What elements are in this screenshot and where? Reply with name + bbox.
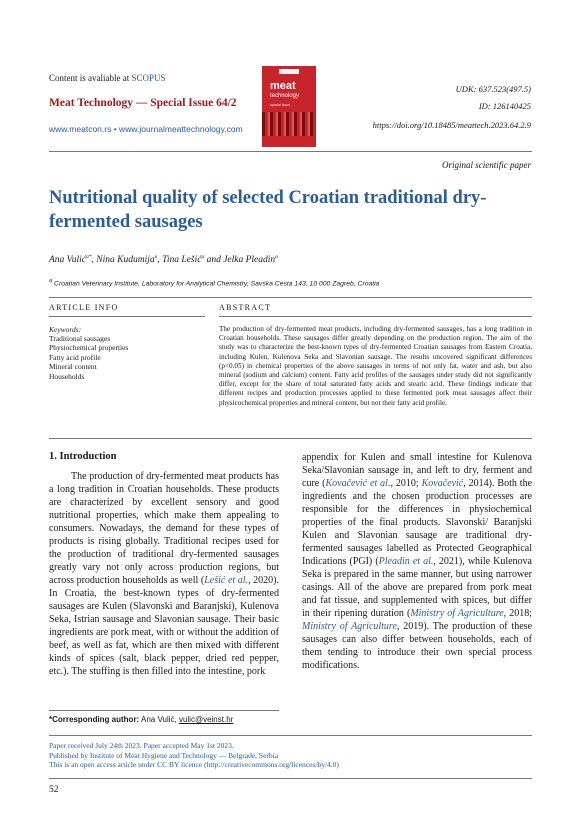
body-text: , 2020). In Croatia, the best-known types of dry-fermented sausages are Kulen (Slavonski and Baranjski), Kulenova Seka, Istrian sausage and Slavonian sausage. Their basic ingredients are pork meat, with or without the addition of beef, as well as fat, which are then mixed with different kinds of spices (salt, black pepper, dried red pepper, etc.). The stuffing is then filled into the intestine, pork [49,575,279,677]
cover-subtitle: technology [270,93,300,99]
article-info-heading: ARTICLE INFO [49,303,119,312]
author-name: Tina Lešić [162,255,202,266]
introduction-column-left [49,470,279,678]
citation: Ministry of Agriculture [410,608,504,619]
footnote-rule [49,710,279,711]
journal-websites[interactable]: www.meatcon.rs • www.journalmeattechnology.com [49,124,243,134]
publication-info [49,741,339,770]
corresponding-email-link[interactable]: vulic@veinst.hr [178,715,234,724]
scopus-link[interactable]: SCOPUS [131,73,166,83]
body-text: , 2010; [390,478,422,489]
abstract-rule [219,316,532,317]
cover-photo [262,112,316,136]
paper-type: Original scientific paper [442,160,531,170]
body-text: appendix for Kulen and small intestine for Kulenova Seka/Slavonian sausage in, and left to dry, ferment and cure ( [302,452,532,489]
availability-text: Content is avaliable at [49,73,132,83]
author-affil-mark: a* [86,254,92,260]
author-name: Nina Kudumija [96,255,155,266]
author-separator: and [204,255,224,266]
citation: Pleadin et al. [378,556,434,567]
author-name: Jelka Pleadin [223,255,276,266]
abstract-heading: ABSTRACT [219,303,272,312]
corresponding-author [49,715,233,724]
page-number-rule [49,778,532,779]
keyword-item: Traditional sausages [49,334,111,343]
citation: Lešić et al. [204,575,249,586]
citation: Ministry of Agriculture [302,621,397,632]
author-affil-mark: a [275,254,278,260]
keywords-label: Keywords: [49,325,82,334]
author-separator: , [91,255,97,266]
keyword-item: Fatty acid profile [49,352,101,362]
journal-cover-image [262,66,316,147]
keyword-item: Households [49,371,85,381]
body-text: , 2021), while Kulenova Seka is prepared in the same manner, but using narrower casings. All of the above are prepared from pork meat and fat tissue, and supplemented with spices, but differ in their ripening duration ( [302,556,532,619]
author-affil-mark: a [201,254,205,260]
header-divider [49,151,532,152]
citation: Kovačević et al. [325,478,391,489]
page-number: 52 [49,785,59,795]
corresponding-label: *Corresponding author: [49,715,140,724]
keywords-list [49,334,128,381]
author-separator: , [157,255,163,266]
body-text: The production of dry-fermented meat products has a long tradition in Croatian households. These products are characterized by excellent sensory and good nutritional properties, which make them appealing to consumers. Nowadays, the demand for these types of products is rising globally. Traditional recipes used for the production of traditional dry-fermented sausages greatly vary not only across production regions, but across production households as well ( [49,471,279,586]
license-line[interactable]: This is an open access article under CC BY licence (http://creativecommons.org/licences/by/4.0) [49,760,339,769]
affiliation-text: Croatian Veterinary Institute, Laboratory for Analytical Chemistry, Savska Cesta 143, 10 000 Zagreb, Croatia [52,280,380,288]
body-text: , 2018; [503,608,533,619]
introduction-column-right [302,451,532,672]
article-id: ID: 126140425 [478,101,531,111]
cover-title: meat [270,80,296,92]
udk-code: UDK: 637.523(497.5) [455,84,531,94]
availability-note [49,73,166,83]
affiliation-mark: a [49,278,53,284]
affiliation [49,278,379,287]
footer-rule [49,735,532,736]
corresponding-name: Ana Vulić, [139,715,179,724]
body-text: , 2014). Both the ingredients and the chosen production processes are responsible for the differences in physiochemical properties of the final products. Slavonski/ Baranjski Kulen and Slavonian sausage are traditional dry-fermented sausages labelled as Protected Geographical Indications (PGI) ( [302,478,533,567]
info-top-rule [49,297,532,298]
received-accepted-dates: Paper received July 24th 2023. Paper accepted May 1st 2023. [49,741,234,750]
abstract-text: The production of dry-fermented meat products, including dry-fermented sausages, has a long tradition in Croatian households. These sausages differ greatly depending on the production region. The aim of the study was to characterize the best-known types of dry-fermented Croatian sausages from Eastern Croatia, including Kulen, Kulenova Seka and Slavonian sausage. The results uncovered significant differences (p<0.05) in chemical properties of the above sausages in terms of not only fat, water and ash, but also mineral (sodium and calcium) content. Fatty acid profiles of the sausages under study did not significantly differ, except for the share of total saturated fatty acids and stearic acid. These findings indicate that different recipes and production processes applied to these fermented pork meat sausages affect their physicochemical properties and mineral content, but not their fatty acid profile. [219,325,532,407]
publisher-line: Published by Institute of Meat Hygiene and Technology — Belgrade, Serbia [49,750,279,760]
keyword-item: Mineral content [49,362,97,372]
cover-issue-label: special issue [270,103,291,107]
author-name: Ana Vulić [49,255,87,266]
paper-title: Nutritional quality of selected Croatian traditional dry-fermented sausages [49,188,487,232]
doi-link[interactable]: https://doi.org/10.18485/meattech.2023.64.2.9 [372,120,531,130]
citation: Kovačević [421,478,464,489]
article-info-rule [49,316,205,317]
introduction-heading: 1. Introduction [49,451,117,462]
journal-name: Meat Technology — Special Issue 64/2 [49,97,237,109]
author-list [49,254,278,265]
keyword-item: Physiochemical properties [49,343,129,353]
cover-logo [279,69,299,74]
author-affil-mark: a [154,254,158,260]
info-bottom-rule [49,438,532,439]
body-text: , 2019). The production of these sausages can also differ between households, each of them tending to introduce their own special process modifications. [302,621,533,671]
